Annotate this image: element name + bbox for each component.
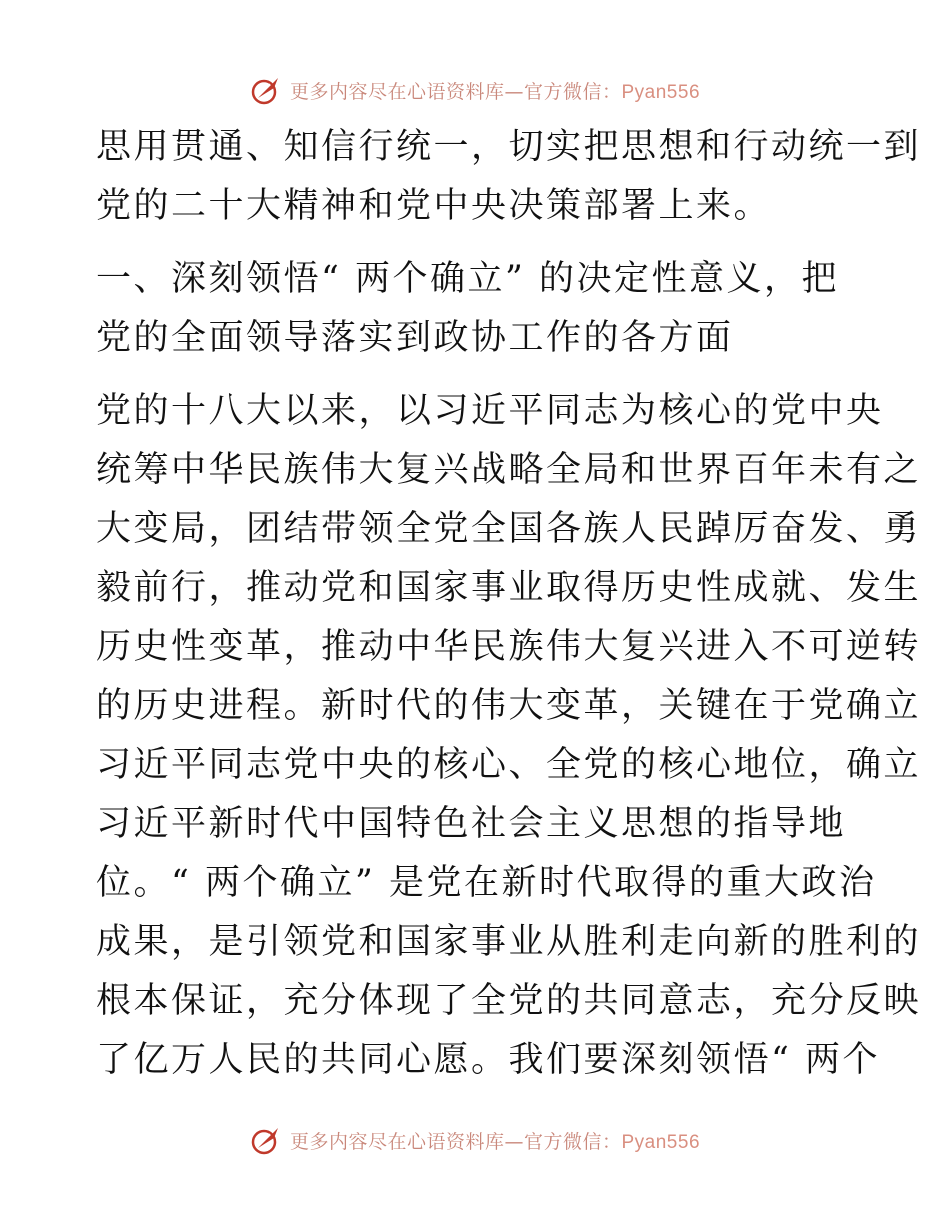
quill-logo-icon: [250, 1124, 282, 1156]
text-line: 根本保证，充分体现了全党的共同意志，充分反映: [96, 981, 922, 1021]
text-line: 的历史进程。新时代的伟大变革，关键在于党确立: [96, 686, 922, 726]
text-line: 统筹中华民族伟大复兴战略全局和世界百年未有之: [96, 450, 922, 490]
footer-banner-label: 更多内容尽在心语资料库—官方微信：: [289, 1130, 622, 1153]
text-line: 习近平同志党中央的核心、全党的核心地位，确立: [96, 745, 922, 785]
heading-line: 党的全面领导落实到政协工作的各方面: [96, 318, 734, 358]
paragraph-intro: [96, 118, 922, 236]
text-line: 思用贯通、知信行统一，切实把思想和行动统一到: [96, 127, 922, 167]
text-line: 历史性变革，推动中华民族伟大复兴进入不可逆转: [96, 627, 922, 667]
heading-line: 一、深刻领悟“ 两个确立” 的决定性意义，把: [96, 259, 840, 299]
footer-banner-handle: Pyan556: [621, 1131, 701, 1153]
header-banner-handle: Pyan556: [621, 81, 701, 103]
section-heading: [96, 250, 856, 368]
text-line: 毅前行，推动党和国家事业取得历史性成就、发生: [96, 568, 922, 608]
text-line: 成果，是引领党和国家事业从胜利走向新的胜利的: [96, 922, 922, 962]
footer-banner-text: [290, 1127, 700, 1154]
text-line: 大变局，团结带领全党全国各族人民踔厉奋发、勇: [96, 509, 922, 549]
footer-watermark-banner: [0, 1122, 950, 1158]
text-line: 党的二十大精神和党中央决策部署上来。: [96, 186, 772, 226]
header-banner-text: [290, 77, 700, 104]
text-line: 党的十八大以来，以习近平同志为核心的党中央: [96, 391, 884, 431]
text-line: 了亿万人民的共同心愿。我们要深刻领悟“ 两个: [96, 1040, 881, 1080]
paragraph-body: [96, 382, 922, 1090]
document-body: [96, 118, 922, 1090]
quill-logo-icon: [250, 74, 282, 106]
text-line: 习近平新时代中国特色社会主义思想的指导地: [96, 804, 847, 844]
header-banner-label: 更多内容尽在心语资料库—官方微信：: [289, 80, 622, 103]
text-line: 位。“ 两个确立” 是党在新时代取得的重大政治: [96, 863, 877, 903]
header-watermark-banner: [0, 72, 950, 108]
